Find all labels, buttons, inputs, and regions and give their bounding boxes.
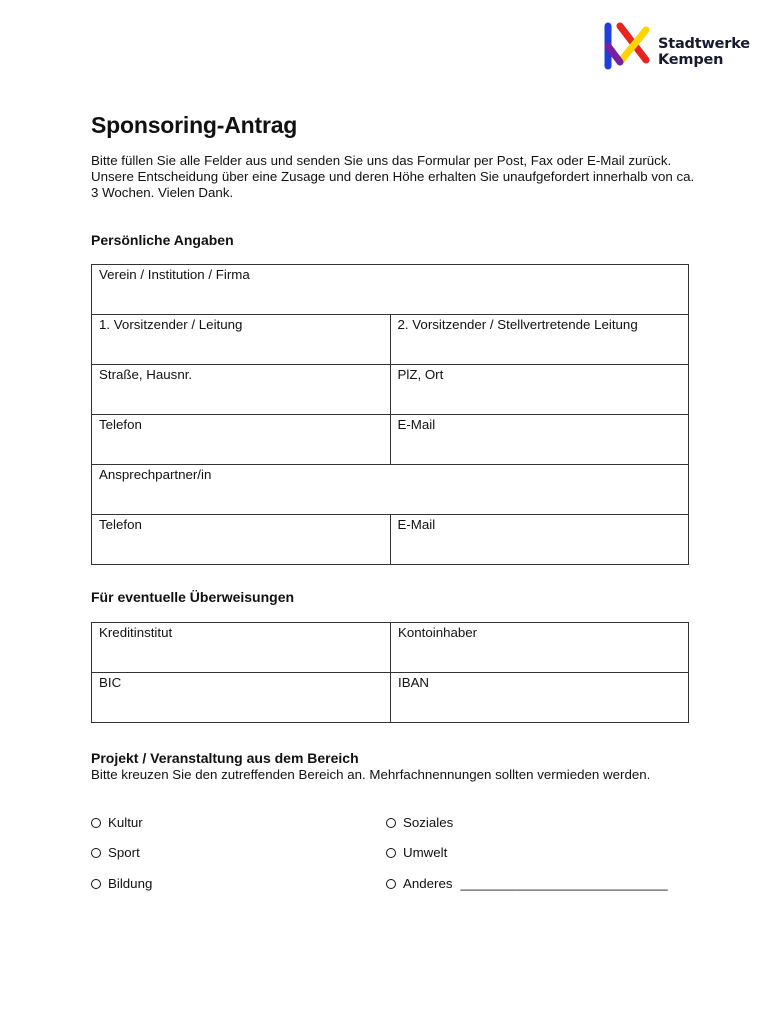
section-title-bank: Für eventuelle Überweisungen — [91, 589, 295, 605]
option-label: Bildung — [108, 876, 153, 891]
field-label: Kontoinhaber — [398, 625, 478, 640]
field-label: 2. Vorsitzender / Stellvertretende Leitung — [397, 317, 638, 332]
field-label: Ansprechpartner/in — [99, 467, 212, 482]
field-kontoinhaber[interactable] — [391, 623, 689, 673]
option-label: Soziales — [403, 815, 454, 830]
field-label: Telefon — [99, 517, 142, 532]
option-bildung[interactable] — [91, 876, 152, 892]
field-label: E-Mail — [397, 517, 436, 532]
logo-mark-icon — [602, 22, 652, 70]
option-umwelt[interactable] — [386, 845, 447, 861]
field-ansprechpartner[interactable] — [92, 465, 689, 515]
bank-data-table — [91, 622, 689, 723]
field-email-2[interactable] — [390, 515, 689, 565]
option-kultur[interactable] — [91, 815, 143, 831]
field-vorsitz1[interactable] — [92, 315, 391, 365]
field-label: E-Mail — [397, 417, 436, 432]
radio-circle-icon[interactable] — [386, 848, 396, 858]
option-sport[interactable] — [91, 845, 140, 861]
field-email[interactable] — [390, 415, 689, 465]
section-title-projekt: Projekt / Veranstaltung aus dem Bereich — [91, 750, 359, 766]
field-strasse[interactable] — [92, 365, 391, 415]
radio-circle-icon[interactable] — [386, 879, 396, 889]
option-label: Sport — [108, 845, 140, 860]
field-kreditinstitut[interactable] — [92, 623, 391, 673]
field-label: Kreditinstitut — [99, 625, 173, 640]
radio-circle-icon[interactable] — [386, 818, 396, 828]
field-label: PlZ, Ort — [397, 367, 444, 382]
projekt-instructions: Bitte kreuzen Sie den zutreffenden Bereich an. Mehrfachnennungen sollten vermieden werden. — [91, 767, 651, 782]
radio-circle-icon[interactable] — [91, 879, 101, 889]
option-label: Anderes — [403, 876, 453, 891]
field-label: 1. Vorsitzender / Leitung — [99, 317, 243, 332]
option-anderes[interactable] — [386, 876, 668, 892]
personal-data-table — [91, 264, 689, 565]
field-label: IBAN — [398, 675, 430, 690]
option-label: Kultur — [108, 815, 143, 830]
logo-wordmark: Stadtwerke Kempen — [658, 36, 750, 68]
anderes-blank-line[interactable]: ____________________________ — [460, 876, 668, 891]
field-label: Verein / Institution / Firma — [99, 267, 250, 282]
option-label: Umwelt — [403, 845, 448, 860]
field-label: Straße, Hausnr. — [99, 367, 193, 382]
field-verein[interactable] — [92, 265, 689, 315]
section-title-personal: Persönliche Angaben — [91, 232, 234, 248]
field-telefon-2[interactable] — [92, 515, 391, 565]
radio-circle-icon[interactable] — [91, 848, 101, 858]
field-bic[interactable] — [92, 673, 391, 723]
page-title: Sponsoring-Antrag — [91, 112, 298, 138]
field-vorsitz2[interactable] — [390, 315, 689, 365]
stadtwerke-kempen-logo — [602, 22, 752, 70]
radio-circle-icon[interactable] — [91, 818, 101, 828]
field-label: Telefon — [99, 417, 142, 432]
field-label: BIC — [99, 675, 122, 690]
option-soziales[interactable] — [386, 815, 453, 831]
field-telefon[interactable] — [92, 415, 391, 465]
field-plz-ort[interactable] — [390, 365, 689, 415]
intro-text: Bitte füllen Sie alle Felder aus und senden Sie uns das Formular per Post, Fax oder E-Mail zurück. Unsere Entscheidung über eine Zusage und deren Höhe erhalten Sie unaufgefordert innerhalb von ca. 3 Wochen. Vielen Dank. — [91, 153, 695, 200]
field-iban[interactable] — [391, 673, 689, 723]
